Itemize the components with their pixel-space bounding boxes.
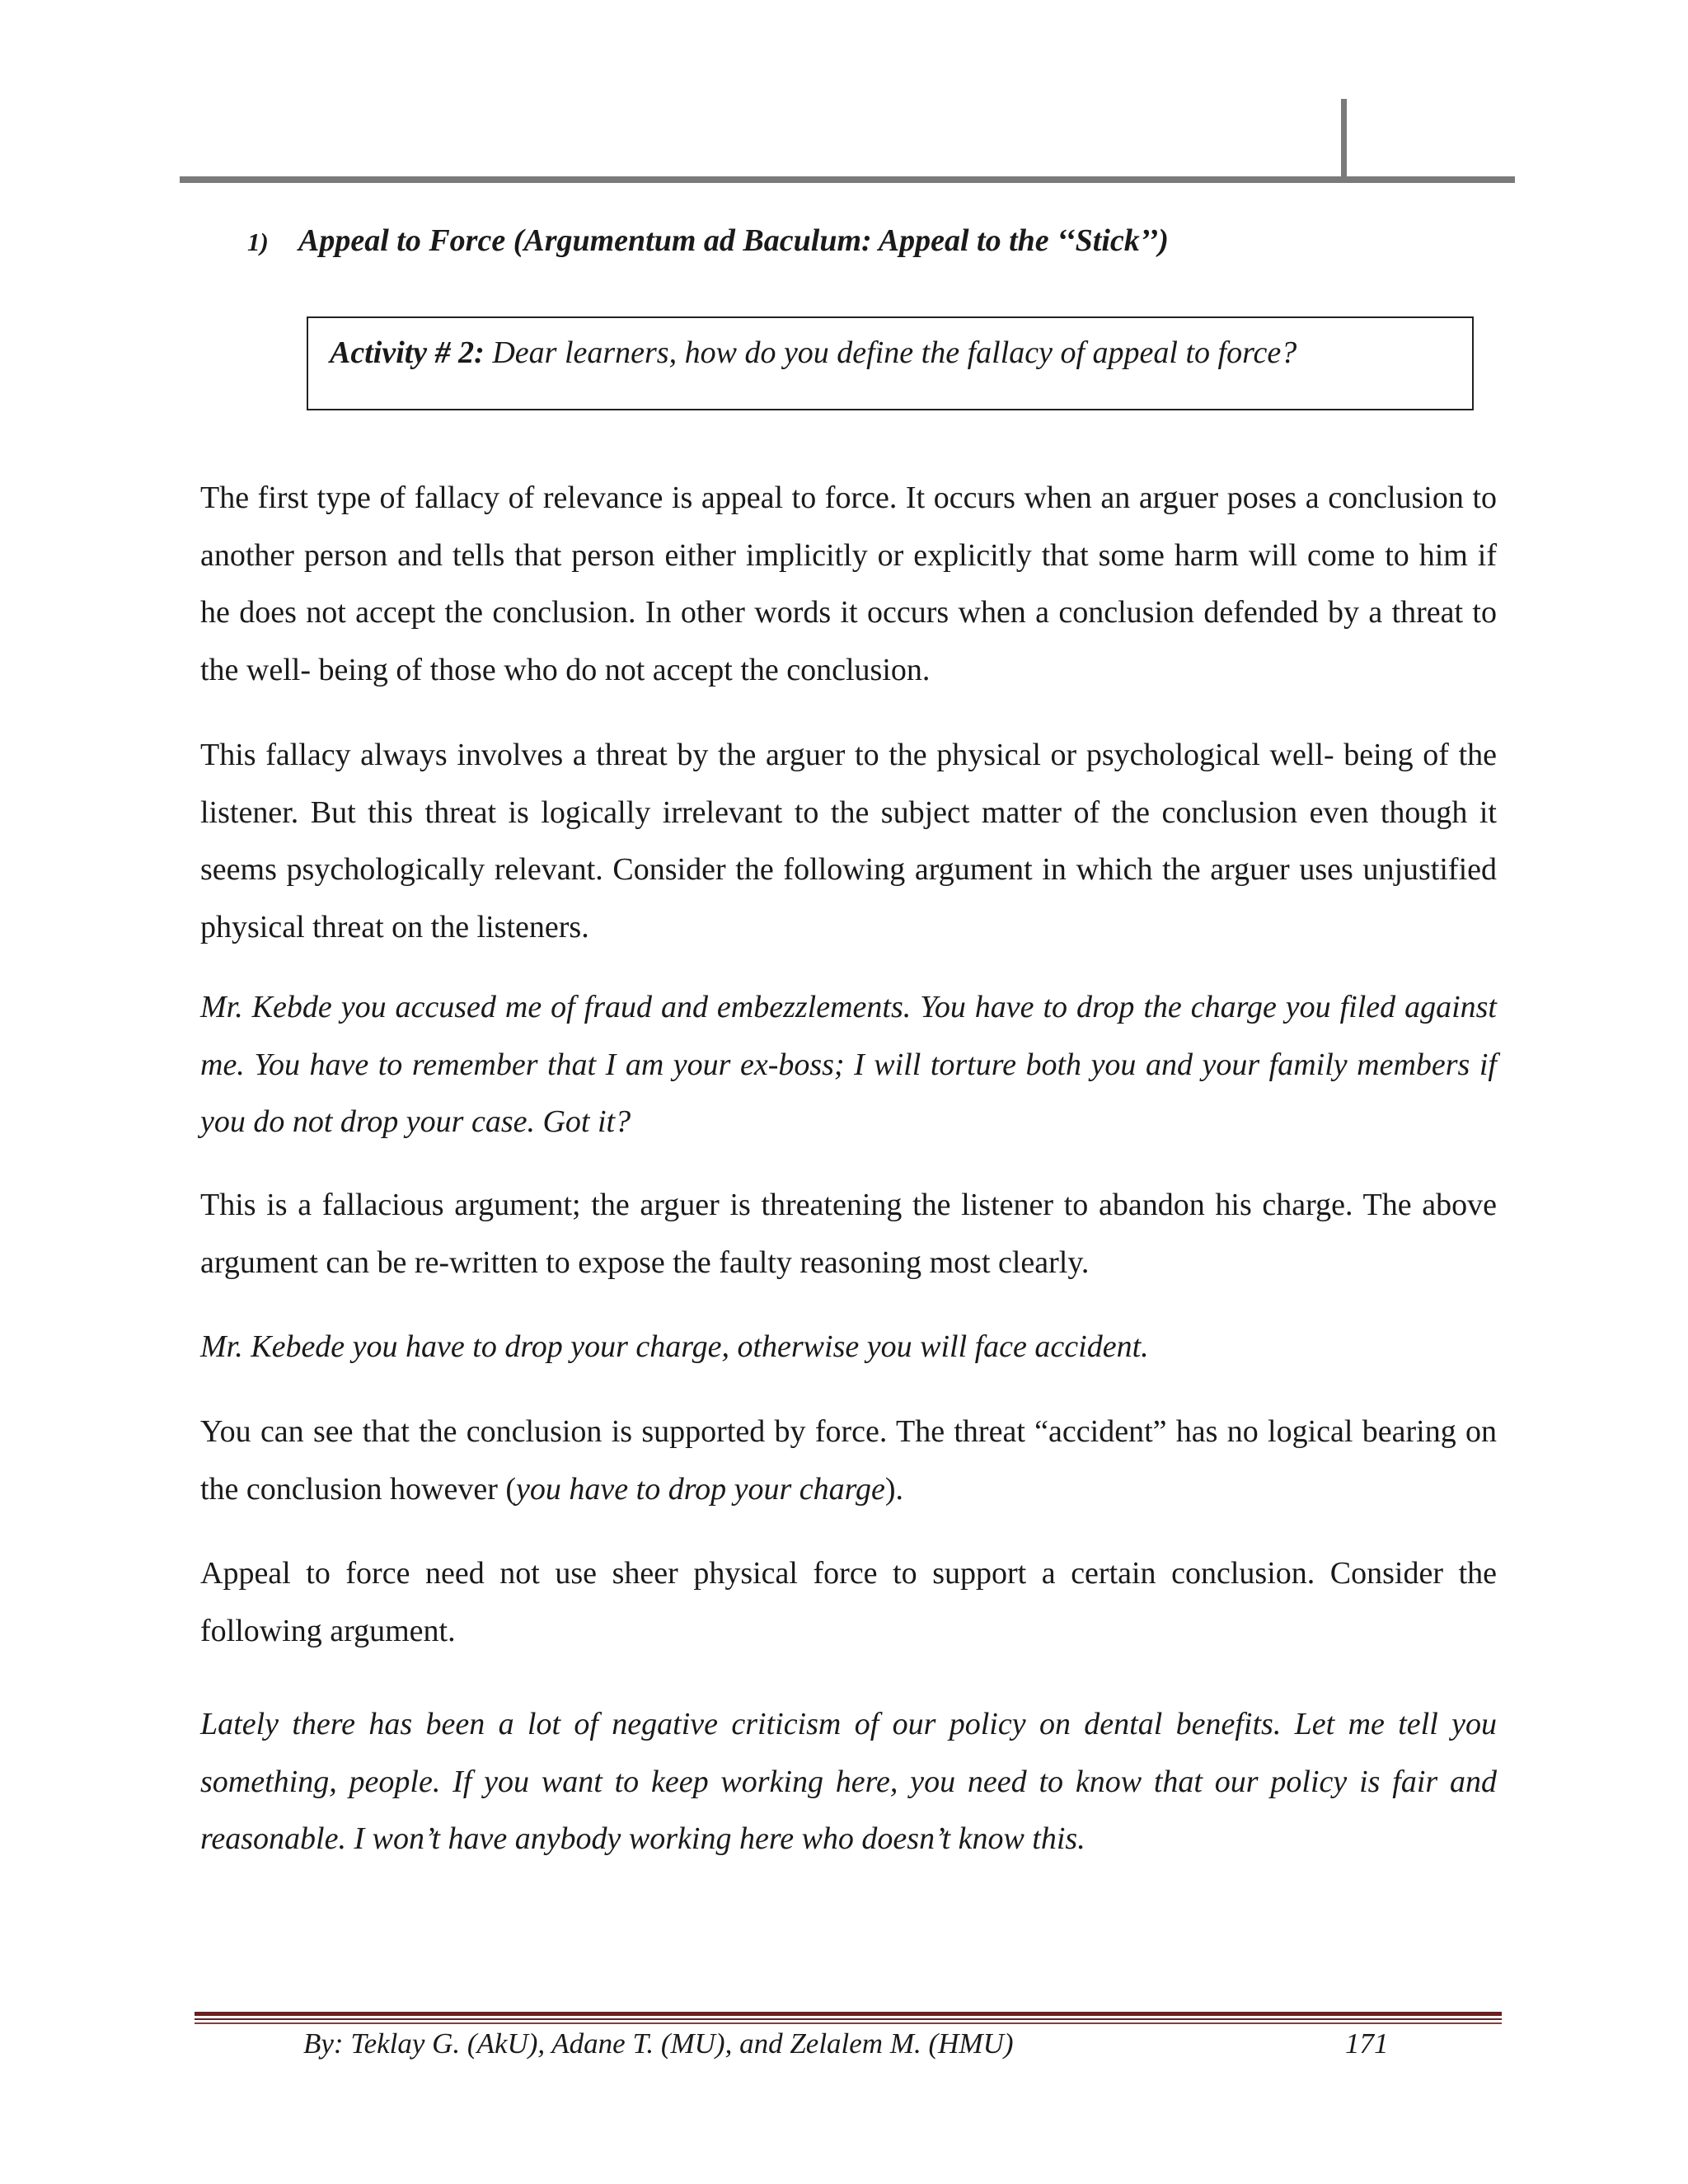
- footer: [303, 2021, 1408, 2067]
- example-quote-3: Lately there has been a lot of negative criticism of our policy on dental benefits. Let me tell you something, people. If you want to keep working here, you need to know that our policy is fair and reasonable. I won’t have anybody working here who doesn’t know this.: [200, 1707, 1497, 1856]
- paragraph-5: Appeal to force need not use sheer physical force to support a certain conclusion. Consider the following argument.: [200, 1556, 1497, 1648]
- paragraph-4-end: ).: [884, 1471, 904, 1507]
- section-number: 1): [247, 227, 269, 256]
- paragraph-4-italic: you have to drop your charge: [516, 1471, 885, 1507]
- paragraph-4-text: You can see that the conclusion is supported by force. The threat “accident” has no logical bearing on the conclusion however (: [200, 1414, 1497, 1507]
- footer-rule: [195, 2012, 1502, 2016]
- page-number: 171: [1345, 2027, 1389, 2060]
- example-quote-1: Mr. Kebde you accused me of fraud and embezzlements. You have to drop the charge you filed against me. You have to remember that I am your ex-boss; I will torture both you and your family members if you do not drop your case. Got it?: [200, 990, 1497, 1139]
- header-rule-tick: [1341, 99, 1347, 180]
- footer-rule-2: [195, 2018, 1502, 2020]
- header-rule: [180, 176, 1515, 183]
- section-title: Appeal to Force (Argumentum ad Baculum: Appeal to the ‘‘Stick’’): [298, 223, 1169, 258]
- paragraph-3: This is a fallacious argument; the arguer is threatening the listener to abandon his charge. The above argument can be re-written to expose the faulty reasoning most clearly.: [200, 1188, 1497, 1280]
- paragraph-1: The first type of fallacy of relevance is appeal to force. It occurs when an arguer poses a conclusion to another person and tells that person either implicitly or explicitly that some harm will come to him if he does not accept the conclusion. In other words it occurs when a conclusion defended by a threat to the well- being of those who do not accept the conclusion.: [200, 480, 1497, 687]
- activity-question: Dear learners, how do you define the fallacy of appeal to force?: [484, 335, 1297, 370]
- footer-authors: By: Teklay G. (AkU), Adane T. (MU), and Zelalem M. (HMU): [303, 2027, 1014, 2060]
- activity-label: Activity # 2:: [330, 335, 485, 370]
- paragraph-2: This fallacy always involves a threat by the arguer to the physical or psychological well- being of the listener. But this threat is logically irrelevant to the subject matter of the conclusion even though it seems psychologically relevant. Consider the following argument in which the arguer uses unjustified physical threat on the listeners.: [200, 738, 1497, 944]
- activity-box: [307, 316, 1474, 410]
- example-quote-2: Mr. Kebede you have to drop your charge, otherwise you will face accident.: [200, 1329, 1149, 1364]
- paragraph-4: [200, 1404, 1497, 1518]
- section-heading: [247, 216, 1484, 267]
